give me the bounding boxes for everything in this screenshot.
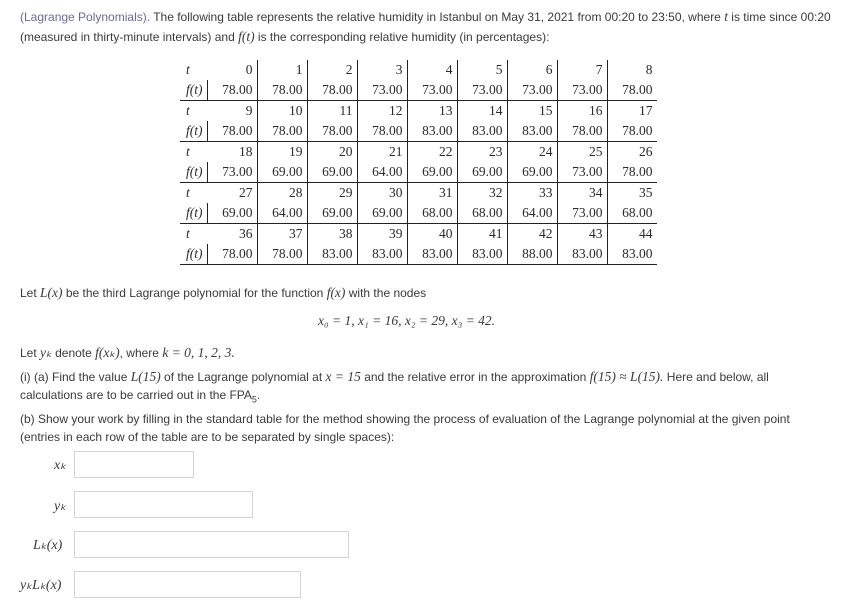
table-cell-f: 64.00 [357,162,407,183]
table-cell-f: 78.00 [307,121,357,142]
table-cell-f: 88.00 [507,244,557,265]
t-label: t [186,103,190,118]
table-cell-f: 78.00 [207,121,257,142]
p4-line2: (entries in each row of the table are to be separated by single spaces): [20,430,395,444]
table-cell-f: 73.00 [557,80,607,101]
table-cell-t: 6 [507,60,557,80]
k-values: k = 0, 1, 2, 3. [162,345,235,360]
table-cell-f: 69.00 [507,162,557,183]
intro-text-d: is the corresponding relative humidity (in percentages): [254,30,550,44]
p2-text-c: , where [119,346,163,360]
table-cell-f: 64.00 [507,203,557,224]
table-cell-f: 69.00 [457,162,507,183]
table-cell-f: 83.00 [607,244,657,265]
table-cell-f: 78.00 [307,80,357,101]
table-cell-f: 73.00 [557,162,607,183]
table-cell-t: 21 [357,142,407,163]
intro-text-a: The following table represents the relative humidity in Istanbul on May 31, 2021 from 00:20 to 23:50, where [150,10,725,24]
table-row-t [180,224,657,245]
table-cell-t: 13 [407,101,457,122]
f-label: f(t) [180,203,207,224]
p3-text-d: Here and below, all [663,370,769,384]
table-cell-f: 68.00 [407,203,457,224]
table-cell-t: 8 [607,60,657,80]
table-cell-t: 20 [307,142,357,163]
f-label: f(t) [180,121,207,142]
table-cell-f: 73.00 [557,203,607,224]
table-row-t [180,142,657,163]
table-cell-f: 83.00 [457,244,507,265]
table-cell-f: 78.00 [357,121,407,142]
p1-text-b: be the third Lagrange polynomial for the function [62,286,327,300]
table-cell-t: 26 [607,142,657,163]
table-cell-t: 25 [557,142,607,163]
table-cell-t: 16 [557,101,607,122]
table-cell-t: 40 [407,224,457,245]
Lk-row-label: Lₖ(x) [33,538,63,553]
fxk-symbol: f(xₖ) [95,345,120,360]
intro-text-c: (measured in thirty-minute intervals) and [20,30,239,44]
table-cell-t: 5 [457,60,507,80]
table-cell-t: 4 [407,60,457,80]
table-cell-t: 11 [307,101,357,122]
p3-text-b: of the Lagrange polynomial at [160,370,326,384]
table-cell-t: 37 [257,224,307,245]
table-row-f [180,121,657,142]
table-cell-f: 78.00 [607,80,657,101]
table-cell-t: 44 [607,224,657,245]
p2-text-b: denote [51,346,96,360]
lagrange-definition [20,284,426,302]
table-cell-t: 23 [457,142,507,163]
question-part-a [20,368,820,408]
table-cell-t: 36 [239,226,253,241]
table-cell-t: 7 [557,60,607,80]
table-cell-f: 73.00 [407,80,457,101]
table-row-t [180,60,657,80]
table-cell-f: 68.00 [607,203,657,224]
ykLk-input[interactable] [74,571,301,598]
Lx-symbol: L(x) [40,285,63,300]
table-cell-t: 43 [557,224,607,245]
t-label: t [186,185,190,200]
table-cell-f: 83.00 [407,121,457,142]
table-cell-f: 78.00 [207,244,257,265]
table-cell-t: 3 [357,60,407,80]
table-cell-f: 73.00 [357,80,407,101]
table-cell-t: 41 [457,224,507,245]
table-cell-f: 68.00 [457,203,507,224]
table-row-f [180,80,657,101]
table-cell-f: 73.00 [207,162,257,183]
table-cell-t: 15 [507,101,557,122]
yk-definition [20,344,235,362]
problem-intro [20,7,835,47]
table-cell-f: 78.00 [557,121,607,142]
table-cell-t: 31 [407,183,457,204]
f-label: f(t) [180,162,207,183]
p1-text-c: with the nodes [345,286,427,300]
p3-text-c: and the relative error in the approximation [360,370,590,384]
table-cell-t: 22 [407,142,457,163]
fpa-subscript: 5 [251,394,257,405]
table-cell-t: 14 [457,101,507,122]
table-row-t [180,183,657,204]
table-cell-f: 69.00 [357,203,407,224]
table-cell-t: 34 [557,183,607,204]
table-cell-f: 83.00 [357,244,407,265]
table-cell-f: 78.00 [257,121,307,142]
table-cell-f: 69.00 [257,162,307,183]
table-cell-f: 78.00 [257,244,307,265]
ft-symbol: f(t) [238,29,255,44]
f-label: f(t) [180,80,207,101]
fx-symbol: f(x) [326,285,346,300]
table-cell-t: 27 [239,185,253,200]
table-cell-f: 73.00 [507,80,557,101]
t-label: t [186,62,190,77]
table-cell-f: 83.00 [507,121,557,142]
table-cell-t: 2 [307,60,357,80]
humidity-table [180,60,657,265]
table-cell-f: 83.00 [407,244,457,265]
table-cell-t: 10 [257,101,307,122]
L15-symbol: L(15) [130,369,161,384]
table-cell-f: 83.00 [557,244,607,265]
table-cell-t: 9 [245,103,253,118]
p3-text-e: calculations are to be carried out in the FPA [20,388,252,402]
yk-row-label: yₖ [54,499,67,514]
yk-symbol: yₖ [40,345,52,360]
f-label: f(t) [180,244,207,265]
p4-line1: (b) Show your work by filling in the standard table for the method showing the process of evaluation of the Lagrange polynomial at the given point [20,412,790,426]
table-cell-f: 83.00 [457,121,507,142]
table-cell-f: 69.00 [307,162,357,183]
yk-input[interactable] [74,491,253,518]
table-cell-t: 18 [239,144,253,159]
question-part-b [20,410,820,446]
xk-row-label: xₖ [54,458,67,473]
table-row-f [180,162,657,183]
table-cell-t: 28 [257,183,307,204]
Lk-input[interactable] [74,531,349,558]
table-cell-f: 78.00 [607,162,657,183]
problem-category: (Lagrange Polynomials). [20,10,151,24]
table-cell-t: 29 [307,183,357,204]
p3-text-a: (i) (a) Find the value [20,370,131,384]
p1-text-a: Let [20,286,41,300]
table-cell-t: 35 [607,183,657,204]
t-symbol: t [724,9,728,24]
table-cell-f: 73.00 [457,80,507,101]
table-cell-f: 83.00 [307,244,357,265]
table-row-f [180,203,657,224]
t-label: t [186,144,190,159]
table-cell-f: 64.00 [257,203,307,224]
table-cell-t: 12 [357,101,407,122]
table-cell-t: 39 [357,224,407,245]
table-cell-t: 1 [257,60,307,80]
intro-text-b: is time since 00:20 [727,10,831,24]
p2-text-a: Let [20,346,41,360]
table-cell-t: 38 [307,224,357,245]
table-cell-f: 69.00 [307,203,357,224]
t-label: t [186,226,190,241]
approx-expression: f(15) ≈ L(15). [589,369,664,384]
p3-text-f: . [256,388,261,402]
table-cell-t: 42 [507,224,557,245]
table-cell-f: 69.00 [407,162,457,183]
xk-input[interactable] [74,451,194,478]
table-cell-f: 69.00 [207,203,257,224]
table-cell-t: 24 [507,142,557,163]
nodes-equation: x₀ = 1, x₁ = 16, x₂ = 29, x₃ = 42. [318,313,496,328]
x15-symbol: x = 15 [325,369,361,384]
table-cell-t: 32 [457,183,507,204]
table-cell-f: 78.00 [607,121,657,142]
table-cell-t: 19 [257,142,307,163]
table-cell-t: 17 [607,101,657,122]
table-row-f [180,244,657,265]
table-cell-t: 0 [245,62,253,77]
table-cell-t: 30 [357,183,407,204]
table-cell-f: 78.00 [257,80,307,101]
table-cell-f: 78.00 [207,80,257,101]
ykLk-row-label: yₖLₖ(x) [20,578,62,593]
table-cell-t: 33 [507,183,557,204]
table-row-t [180,101,657,122]
